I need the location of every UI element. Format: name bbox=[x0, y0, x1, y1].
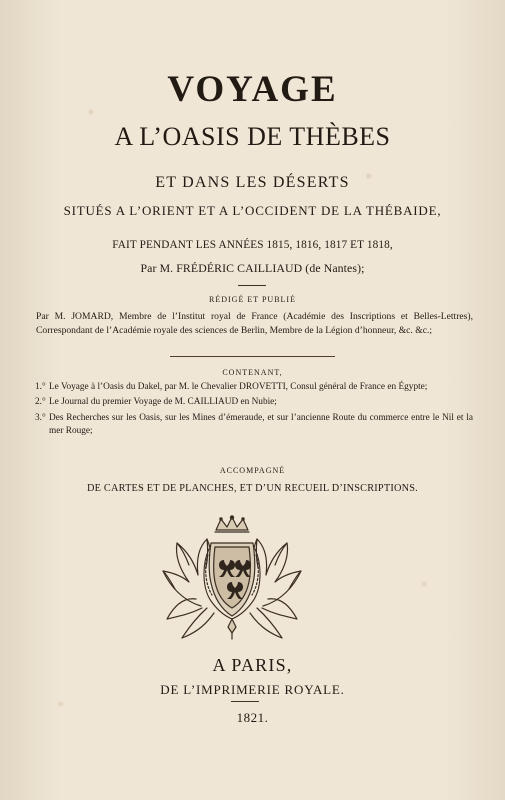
publication-year: 1821. bbox=[236, 710, 269, 725]
contents-item bbox=[35, 381, 473, 394]
subtitle-line-1: A L’OASIS DE THÈBES bbox=[114, 122, 391, 151]
contents-item-number: 2.° bbox=[35, 397, 46, 408]
contents-item bbox=[35, 412, 473, 439]
contents-item-number: 1.° bbox=[35, 382, 46, 392]
accompagne-label: ACCOMPAGNÉ bbox=[219, 466, 286, 475]
short-divider bbox=[238, 285, 266, 286]
contents-list bbox=[35, 381, 473, 440]
main-title: VOYAGE bbox=[167, 69, 338, 110]
contenant-label: CONTENANT, bbox=[222, 368, 283, 377]
dates-line: FAIT PENDANT LES ANNÉES 1815, 1816, 1817 ET 1818, bbox=[112, 239, 393, 251]
author-line: Par M. FRÉDÉRIC CAILLIAUD (de Nantes); bbox=[140, 261, 365, 275]
section-divider bbox=[170, 356, 335, 357]
publisher-divider bbox=[231, 701, 259, 702]
contents-item-text: Des Recherches sur les Oasis, sur les Mines d’émeraude, et sur l’ancienne Route du commerce entre le Nil et la mer Rouge; bbox=[49, 412, 473, 436]
redige-label: RÉDIGÉ ET PUBLIÉ bbox=[209, 295, 296, 304]
contents-item-text: Le Journal du premier Voyage de M. CAILLIAUD en Nubie; bbox=[49, 397, 277, 408]
contents-item-text: Le Voyage à l’Oasis du Dakel, par M. le Chevalier DROVETTI, Consul général de France en Égypte; bbox=[49, 382, 428, 392]
place-line: A PARIS, bbox=[212, 655, 293, 675]
subtitle-line-3: SITUÉS A L’ORIENT ET A L’OCCIDENT DE LA THÉBAIDE, bbox=[63, 203, 442, 218]
publisher-line: DE L’IMPRIMERIE ROYALE. bbox=[160, 682, 345, 697]
contents-item-number: 3.° bbox=[35, 412, 46, 423]
cartes-line: DE CARTES ET DE PLANCHES, ET D’UN RECUEIL D’INSCRIPTIONS. bbox=[87, 483, 418, 494]
contents-item bbox=[35, 396, 473, 409]
editor-description: Par M. JOMARD, Membre de l’Institut royal de France (Académie des Inscriptions et Belles-Lettres), Correspondant de l’Académie royale des sciences de Berlin, Membre de la Légion d’honneur, &c. &c.; bbox=[36, 311, 473, 336]
subtitle-line-2: ET DANS LES DÉSERTS bbox=[155, 174, 350, 191]
royal-arms-illustration bbox=[149, 515, 315, 641]
